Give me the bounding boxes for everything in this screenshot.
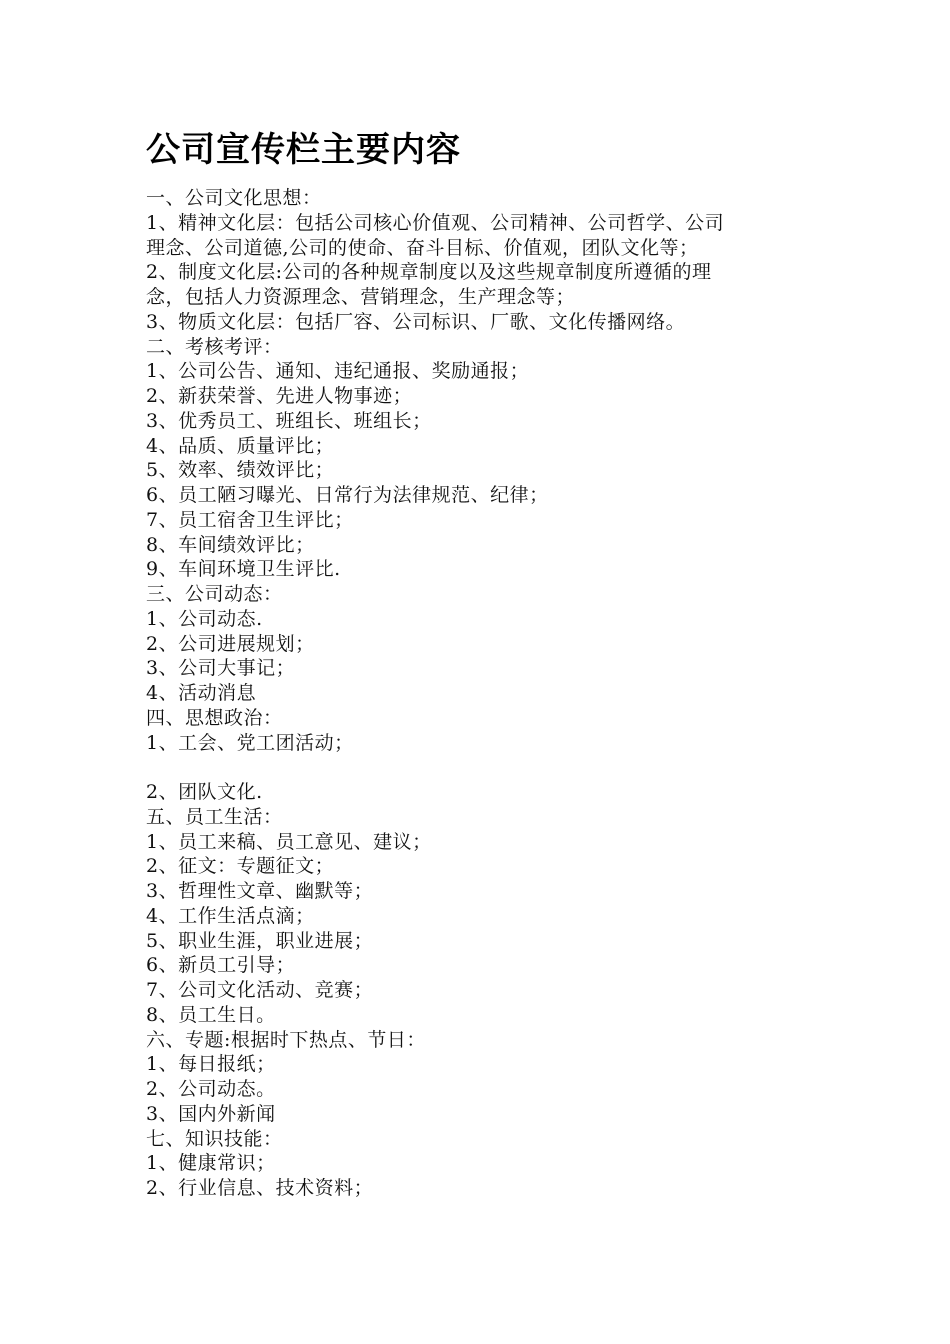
text-line: 一、公司文化思想： [146,187,322,209]
text-line: 3、国内外新闻 [146,1102,276,1125]
text-line: 8、车间绩效评比； [146,533,315,556]
text-line: 8、员工生日。 [146,1003,276,1026]
text-line: 2、行业信息、技术资料； [146,1177,374,1199]
text-line: 理念、公司道德,公司的使命、奋斗目标、价值观，团队文化等； [146,236,699,259]
text-line: 3、公司大事记； [146,657,296,680]
text-line: 6、新员工引导； [146,954,296,977]
text-line: 六、专题:根据时下热点、节日： [146,1028,426,1051]
text-line: 念，包括人力资源理念、营销理念，生产理念等； [146,286,576,308]
text-line: 1、健康常识； [146,1152,276,1175]
document-page [146,126,826,1201]
document-body [146,186,826,1201]
text-line: 1、工会、党工团活动； [146,731,354,754]
text-line: 2、公司进展规划； [146,632,315,655]
document-title: 公司宣传栏主要内容 [146,130,461,170]
text-line: 1、每日报纸； [146,1053,276,1076]
text-line: 5、职业生涯，职业进展； [146,929,374,952]
text-line: 1、员工来稿、员工意见、建议； [146,830,432,853]
text-line: 3、优秀员工、班组长、班组长； [146,409,432,432]
text-line: 2、制度文化层:公司的各种规章制度以及这些规章制度所遵循的理 [146,261,712,284]
text-line: 3、物质文化层：包括厂容、公司标识、厂歌、文化传播网络。 [146,310,686,333]
text-line: 七、知识技能： [146,1127,283,1150]
text-line: 1、公司动态. [146,607,263,630]
text-line: 5、效率、绩效评比； [146,459,335,482]
text-line: 二、考核考评： [146,335,283,358]
text-line: 4、工作生活点滴； [146,904,315,927]
text-line: 1、公司公告、通知、违纪通报、奖励通报； [146,360,530,383]
text-line: 2、征文：专题征文； [146,855,335,878]
text-line: 7、公司文化活动、竞赛； [146,979,374,1001]
text-line: 9、车间环境卫生评比. [146,558,341,581]
text-line: 五、员工生活： [146,805,283,828]
text-line: 四、思想政治： [146,706,283,729]
text-line: 三、公司动态： [146,583,283,605]
text-line: 7、员工宿舍卫生评比； [146,508,354,531]
blank-line [146,755,826,780]
text-line: 4、活动消息 [146,682,257,704]
text-line: 3、哲理性文章、幽默等； [146,880,374,902]
text-line: 2、公司动态。 [146,1078,276,1100]
text-line: 2、团队文化. [146,781,263,803]
text-line: 4、品质、质量评比； [146,434,335,457]
text-line: 6、员工陋习曝光、日常行为法律规范、纪律； [146,484,549,506]
text-line: 2、新获荣誉、先进人物事迹； [146,385,413,407]
text-line: 1、精神文化层：包括公司核心价值观、公司精神、公司哲学、公司 [146,211,725,234]
